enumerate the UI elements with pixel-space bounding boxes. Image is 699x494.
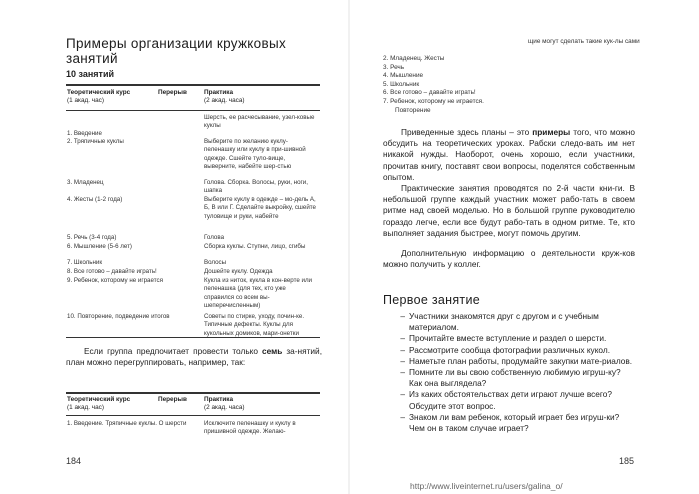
table-cell-practice: Дошейте куклу. Одежда xyxy=(204,268,273,275)
table-cell-theory: 10. Повторение, подведение итогов xyxy=(67,313,170,320)
list-item: Повторение xyxy=(395,106,431,114)
table-cell-practice: Шерсть, ее расчесывание, узел-ковые куклы xyxy=(204,114,315,130)
table-cell-theory: 9. Ребенок, которому не играется xyxy=(67,277,163,284)
table-cell-theory: 7. Школьник xyxy=(67,259,103,266)
bullet-item xyxy=(383,389,635,411)
table-cell-theory: 5. Речь (3-4 года) xyxy=(67,234,117,241)
bullet-text: Рассмотрите сообща фотографии различных кукол. xyxy=(409,344,611,355)
table-cell-theory: 1. Введение xyxy=(67,130,102,137)
header-break: Перерыв xyxy=(158,89,187,96)
list-item: 3. Речь xyxy=(383,63,405,71)
table-cell-practice: Голова. Сборка. Волосы, руки, ноги, шапка xyxy=(204,179,308,195)
list-item: 7. Ребенок, которому не играется. xyxy=(383,97,484,105)
bullet-item xyxy=(383,356,635,367)
bullet-item xyxy=(383,367,635,389)
table-top-rule xyxy=(66,84,320,86)
watermark-url: http://www.liveinternet.ru/users/galina_o/ xyxy=(410,481,563,491)
section-title-first-session: Первое занятие xyxy=(383,293,480,307)
bullet-item xyxy=(383,333,635,344)
table-cell-practice: Выберите по желанию куклу-пеленашку или куклу в при-шивной одежде. Сшейте туло-вище, выверните, набейте шер-стью xyxy=(204,138,306,170)
table-cell-practice: Волосы xyxy=(204,259,227,266)
bullet-item xyxy=(383,412,635,434)
page-number-right: 185 xyxy=(619,456,635,466)
page-title: Примеры организации кружковых занятий xyxy=(66,36,286,66)
table-cell-practice: Голова xyxy=(204,234,225,241)
table-bottom-rule xyxy=(66,337,320,338)
paragraph-practical: Практические занятия проводятся по 2-й части кни-ги. В небольшой группе каждый участник может рабо-тать в своем ритме над своей моделью. Но в большой группе руководителю гораздо легче, если все будут рабо-тать в одном ритме. Те, кто выполняет задания быстрее, могут помочь другим. xyxy=(383,183,635,238)
bullet-dash: – xyxy=(400,344,405,355)
paragraph-additional: Дополнительную информацию о деятельности круж-ков можно получить у коллег. xyxy=(383,248,635,270)
table2-header-break: Перерыв xyxy=(158,396,187,403)
table-cell-theory: 6. Мышление (5-6 лет) xyxy=(67,243,132,250)
list-item: 4. Мышление xyxy=(383,72,424,80)
bullet-dash: – xyxy=(400,311,405,321)
table-cell-theory: 4. Жесты (1-2 года) xyxy=(67,196,123,203)
bullet-text: Из каких обстоятельствах дети играют лучше всего? Обсудите этот вопрос. xyxy=(409,389,612,411)
bullet-item xyxy=(383,345,635,356)
table2-header-theory: Теоретический курс (1 акад. час) xyxy=(67,396,131,411)
section-subtitle: 10 занятий xyxy=(66,69,115,79)
bullet-item xyxy=(383,311,635,333)
table-cell-theory: 2. Тряпичные куклы xyxy=(67,138,124,145)
list-item: 5. Школьник xyxy=(383,80,420,88)
left-page xyxy=(0,0,349,494)
bullet-text: Знаком ли вам ребенок, который играет без игруш-ки? Чем он в таком случае играет? xyxy=(409,411,620,434)
header-practice: Практика (2 акад. часа) xyxy=(204,89,245,104)
bullet-dash: – xyxy=(400,355,405,366)
list-item: 2. Младенец. Жесты xyxy=(383,55,445,62)
table-cell-theory: 3. Младенец xyxy=(67,179,104,186)
page-number: 184 xyxy=(66,456,82,466)
bullet-dash: – xyxy=(400,411,405,422)
list-item: 6. Все готово – давайте играть! xyxy=(383,89,476,97)
table2-header-rule xyxy=(66,415,320,416)
bullet-list xyxy=(383,311,635,434)
continuation-text: щие могут сделать такие кук-лы сами xyxy=(528,38,640,45)
table2-header-practice: Практика (2 акад. часа) xyxy=(204,396,245,411)
table-cell-practice: Советы по стирке, уходу, почин-ке. Типичные дефекты. Куклы для кукольных домиков, мари-онетки xyxy=(204,313,305,337)
table-header-rule xyxy=(66,110,320,111)
table-cell-practice: Кукла из ниток, кукла в кон-верте или пеленашка (для тех, кто уже справился со всем вы-шеперечисленным) xyxy=(204,277,313,309)
header-theory: Теоретический курс (1 акад. час) xyxy=(67,89,131,104)
table-cell-theory: 8. Все готово – давайте играть! xyxy=(67,268,157,275)
bullet-text: Участники знакомятся друг с другом и с учебным материалом. xyxy=(409,311,599,333)
table2-cell-theory: 1. Введение. Тряпичные куклы. О шерсти xyxy=(67,420,187,427)
bullet-dash: – xyxy=(400,367,405,378)
bullet-dash: – xyxy=(400,333,405,344)
bullet-text: Прочитайте вместе вступление и раздел о шерсти. xyxy=(409,333,607,344)
table-cell-practice: Выберите куклу в одежде – мо-дель А, Б, В или Г. Сделайте выкройку, сшейте туловище и руки, набейте xyxy=(204,196,316,220)
table2-top-rule xyxy=(66,392,320,394)
paragraph-examples: Приведенные здесь планы – это примеры того, что можно обсудить на теоретических уроках. Рабски следо-вать им нет никакой нужды. Наоборот, очень хорошо, если участники, прочитав книгу, поставят свои вопросы, поделятся собственным опытом. xyxy=(383,127,635,182)
session-list xyxy=(383,55,484,115)
table2-cell-practice: Исключите пеленашку и куклу в пришивной одежде. Желаю- xyxy=(204,420,296,436)
table-cell-practice: Сборка куклы. Ступни, лицо, сгибы xyxy=(204,243,306,250)
paragraph-seven-sessions: Если группа предпочитает провести только семь за-нятий, план можно перегруппировать, например, так: xyxy=(66,346,322,368)
bullet-text: Наметьте план работы, продумайте закупки мате-риалов. xyxy=(409,355,633,366)
bullet-dash: – xyxy=(400,389,405,400)
bullet-text: Помните ли вы свою собственную любимую игруш-ку? Как она выглядела? xyxy=(409,367,621,389)
